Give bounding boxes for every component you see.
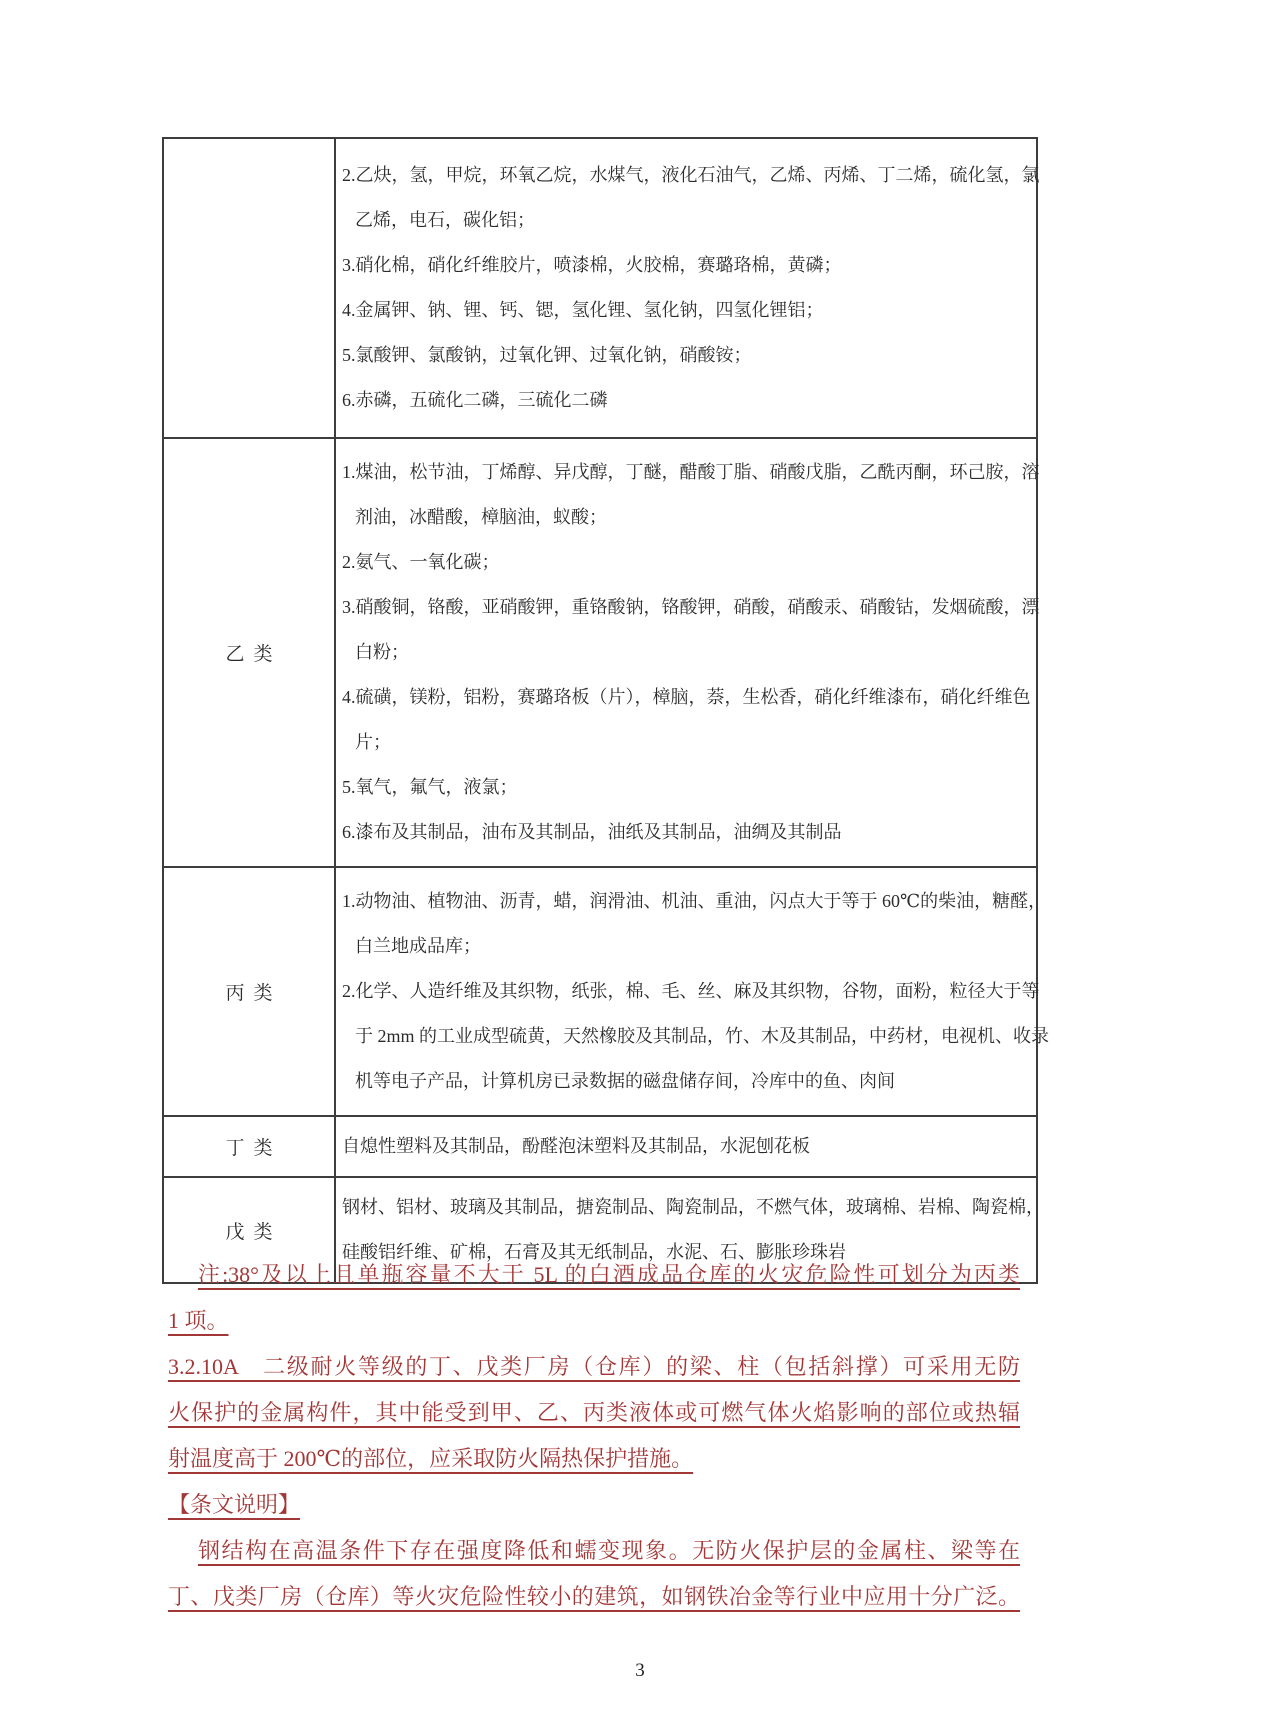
explanation-paragraph-line: 钢结构在高温条件下存在强度降低和蠕变现象。无防火保护层的金属柱、梁等在 xyxy=(198,1538,1020,1563)
table-row-jia-continued xyxy=(163,138,1037,438)
table-cell-line: 白兰地成品库； xyxy=(355,936,481,956)
table-row-bing xyxy=(163,867,1037,1116)
row-content-bing xyxy=(335,867,1049,1116)
clause-3-2-10A-line: 火保护的金属构件，其中能受到甲、乙、丙类液体或可燃气体火焰影响的部位或热辐 xyxy=(168,1400,1020,1425)
row-content-yi xyxy=(335,438,1040,867)
clause-3-2-10A-line: 3.2.10A 二级耐火等级的丁、戊类厂房（仓库）的梁、柱（包括斜撑）可采用无防 xyxy=(168,1354,1020,1379)
table-cell-line: 4.金属钾、钠、锂、钙、锶，氢化锂、氢化钠，四氢化锂铝； xyxy=(342,300,824,320)
table-cell-line: 3.硝化棉，硝化纤维胶片，喷漆棉，火胶棉，赛璐珞棉，黄磷； xyxy=(342,255,842,275)
table-cell-line: 硅酸铝纤维、矿棉，石膏及其无纸制品，水泥、石、膨胀珍珠岩 xyxy=(342,1242,846,1262)
table-cell-line: 2.氨气、一氧化碳； xyxy=(342,552,500,572)
explanation-paragraph-line: 丁、戊类厂房（仓库）等火灾危险性较小的建筑，如钢铁冶金等行业中应用十分广泛。 xyxy=(168,1584,1020,1609)
page-number: 3 xyxy=(635,1660,645,1681)
clause-explanation-heading: 【条文说明】 xyxy=(168,1492,301,1517)
row-label-empty xyxy=(163,138,335,438)
table-cell-line: 2.化学、人造纤维及其织物，纸张，棉、毛、丝、麻及其织物，谷物，面粉，粒径大于等 xyxy=(342,981,1040,1001)
table-cell-line: 片； xyxy=(355,732,391,752)
table-cell-line: 1.煤油，松节油，丁烯醇、异戊醇，丁醚，醋酸丁脂、硝酸戊脂，乙酰丙酮，环己胺，溶 xyxy=(342,462,1040,482)
table-cell-line: 6.漆布及其制品，油布及其制品，油纸及其制品，油绸及其制品 xyxy=(342,822,842,842)
table-cell-line: 6.赤磷，五硫化二磷，三硫化二磷 xyxy=(342,390,608,410)
table-cell-line: 自熄性塑料及其制品，酚醛泡沫塑料及其制品，水泥刨花板 xyxy=(342,1136,810,1156)
table-cell-line: 机等电子产品，计算机房已录数据的磁盘储存间，冷库中的鱼、肉间 xyxy=(355,1071,895,1091)
revision-notes-block xyxy=(168,1252,1020,1620)
row-content-jia xyxy=(335,138,1040,438)
row-label-wu: 戊类 xyxy=(163,1177,335,1283)
table-row-ding xyxy=(163,1116,1037,1177)
table-cell-line: 钢材、铝材、玻璃及其制品，搪瓷制品、陶瓷制品，不燃气体，玻璃棉、岩棉、陶瓷棉， xyxy=(342,1197,1044,1217)
table-cell-line: 于 2mm 的工业成型硫黄，天然橡胶及其制品，竹、木及其制品，中药材，电视机、收录 xyxy=(355,1026,1049,1046)
table-cell-line: 2.乙炔，氢，甲烷，环氧乙烷，水煤气，液化石油气，乙烯、丙烯、丁二烯，硫化氢，氯 xyxy=(342,165,1040,185)
row-label-bing: 丙类 xyxy=(163,867,335,1116)
row-label-ding: 丁类 xyxy=(163,1116,335,1177)
note-line: 注:38°及以上且单瓶容量不大于 5L 的白酒成品仓库的火灾危险性可划分为丙类 xyxy=(198,1262,1020,1287)
table-row-yi xyxy=(163,438,1037,867)
fire-hazard-classification-table xyxy=(162,137,1049,1284)
table-cell-line: 乙烯，电石，碳化铝； xyxy=(355,210,535,230)
table-cell-line: 3.硝酸铜，铬酸，亚硝酸钾，重铬酸钠，铬酸钾，硝酸，硝酸汞、硝酸钴，发烟硫酸，漂 xyxy=(342,597,1040,617)
table-cell-line: 剂油，冰醋酸，樟脑油，蚁酸； xyxy=(355,507,607,527)
table-cell-line: 白粉； xyxy=(355,642,409,662)
table-cell-line: 5.氯酸钾、氯酸钠，过氧化钾、过氧化钠，硝酸铵； xyxy=(342,345,752,365)
table-cell-line: 5.氧气，氟气，液氯； xyxy=(342,777,518,797)
table-cell-line: 1.动物油、植物油、沥青，蜡，润滑油、机油、重油，闪点大于等于 60℃的柴油，糖醛， xyxy=(342,891,1047,911)
table-cell-line: 4.硫磺，镁粉，铝粉，赛璐珞板（片），樟脑，萘，生松香，硝化纤维漆布，硝化纤维色 xyxy=(342,687,1031,707)
clause-3-2-10A-line: 射温度高于 200℃的部位，应采取防火隔热保护措施。 xyxy=(168,1446,694,1471)
row-content-ding xyxy=(335,1116,1037,1177)
row-label-yi: 乙类 xyxy=(163,438,335,867)
note-line: 1 项。 xyxy=(168,1308,229,1333)
